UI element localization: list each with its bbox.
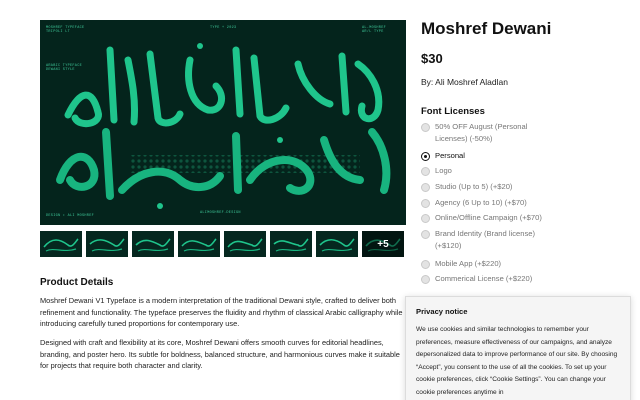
license-option-label: Mobile App (+$220): [435, 258, 502, 268]
license-option[interactable]: [421, 151, 621, 162]
license-option-label: Online/Offline Campaign (+$70): [435, 212, 542, 222]
radio-button[interactable]: [421, 199, 430, 208]
product-title: Moshref Dewani: [421, 19, 552, 38]
thumbnail[interactable]: [40, 231, 82, 257]
product-hero-image[interactable]: [40, 20, 406, 225]
thumbnail[interactable]: [316, 231, 358, 257]
license-option[interactable]: [421, 166, 621, 177]
license-option-label: Commerical License (+$220): [435, 273, 533, 283]
license-option-label: Personal: [435, 150, 465, 160]
radio-button[interactable]: [421, 230, 430, 239]
license-option-label: 50% OFF August (Personal Licenses) (-50%): [435, 121, 528, 143]
license-option-label: Studio (Up to 5) (+$20): [435, 181, 513, 191]
licenses-heading: Font Licenses: [421, 106, 485, 117]
privacy-notice-text: We use cookies and similar technologies to remember your preferences, measure effectiveness of our campaigns, and analyze depersonalized data to improve performance of our site. By choosing “Accept”, you consent to the use of all the cookies. To set up your cookie preferences, click “Cookie Settings”. You can change your cookie preferences anytime in: [416, 326, 618, 396]
thumbnail-more[interactable]: [362, 231, 404, 257]
product-author: By: Ali Moshref Aladlan: [421, 77, 508, 87]
radio-button[interactable]: [421, 260, 430, 269]
privacy-notice-dialog: [405, 296, 631, 400]
thumbnail[interactable]: [224, 231, 266, 257]
thumbnail[interactable]: [270, 231, 312, 257]
more-images-count: +5: [362, 231, 404, 257]
product-description-paragraph: Moshref Dewani V1 Typeface is a modern interpretation of the traditional Dewani style, crafted to deliver both refinement and functionality. The typeface preserves the fluidity and rhythm of classical Arabic calligraphy while introducing carefully tuned proportions for contemporary use.: [40, 296, 403, 328]
radio-button[interactable]: [421, 123, 430, 132]
license-option[interactable]: [421, 213, 621, 224]
hero-caption: ARABIC TYPEFACE DEWANI STYLE: [46, 64, 83, 72]
privacy-notice-title: Privacy notice: [416, 307, 468, 316]
thumbnail-strip: [40, 231, 406, 257]
license-option[interactable]: [421, 274, 621, 285]
license-option[interactable]: [421, 259, 621, 270]
license-option-label: Brand Identity (Brand license) (+$120): [435, 228, 536, 250]
radio-button[interactable]: [421, 167, 430, 176]
license-option[interactable]: [421, 229, 621, 253]
license-option[interactable]: [421, 198, 621, 209]
thumbnail[interactable]: [86, 231, 128, 257]
license-option[interactable]: [421, 122, 621, 146]
hero-caption: TYPE + 2023: [210, 26, 237, 30]
hero-caption: MOSHREF TYPEFACE TRIPOLI LT: [46, 26, 85, 34]
radio-button[interactable]: [421, 183, 430, 192]
thumbnail[interactable]: [132, 231, 174, 257]
hero-caption: ALIMOSHREF.DESIGN: [200, 211, 241, 215]
thumbnail[interactable]: [178, 231, 220, 257]
hero-caption: DESIGN • ALI MOSHREF: [46, 214, 95, 218]
hero-artwork: [40, 20, 406, 225]
license-option-label: Logo: [435, 165, 452, 175]
hero-caption: AL-MOSHREF AR/L TYPE: [362, 26, 387, 34]
radio-button[interactable]: [421, 275, 430, 284]
product-details-heading: Product Details: [40, 277, 114, 288]
license-option[interactable]: [421, 182, 621, 193]
radio-button[interactable]: [421, 152, 430, 161]
product-price: $30: [421, 51, 443, 66]
radio-button[interactable]: [421, 214, 430, 223]
license-option-label: Agency (6 Up to 10) (+$70): [435, 197, 527, 207]
product-description-paragraph: Designed with craft and flexibility at its core, Moshref Dewani offers smooth curves for editorial headlines, branding, and poster hero. Its subtle for boldness, balanced structure, and harmonious curves make it suitable for projects that require both character and clarity.: [40, 338, 400, 370]
